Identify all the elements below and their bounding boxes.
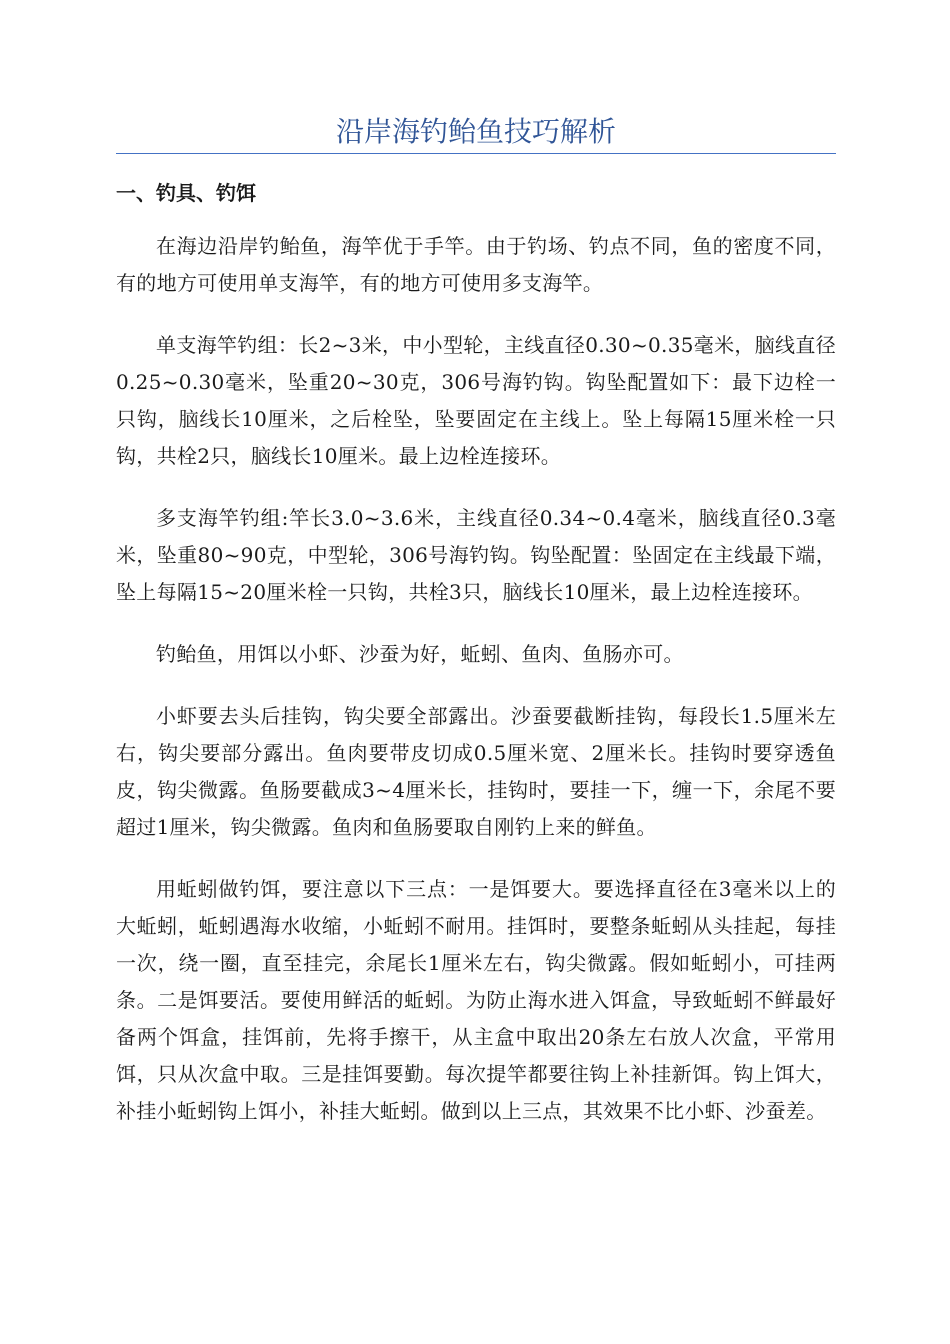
paragraph: 钓鲐鱼，用饵以小虾、沙蚕为好，蚯蚓、鱼肉、鱼肠亦可。: [156, 642, 684, 666]
document-body: [116, 228, 836, 1155]
paragraph: 单支海竿钓组：长2~3米，中小型轮，主线直径0.30~0.35毫米，脑线直径0.25~0.30毫米，坠重20~30克，306号海钓钩。钩坠配置如下：最下边栓一只钩，脑线长10厘米，之后栓坠，坠要固定在主线上。坠上每隔15厘米栓一只钩，共栓2只，脑线长10厘米。最上边栓连接环。: [116, 333, 836, 468]
paragraph: 小虾要去头后挂钩，钩尖要全部露出。沙蚕要截断挂钩，每段长1.5厘米左右，钩尖要部分露出。鱼肉要带皮切成0.5厘米宽、2厘米长。挂钩时要穿透鱼皮，钩尖微露。鱼肠要截成3~4厘米长，挂钩时，要挂一下，缠一下，余尾不要超过1厘米，钩尖微露。鱼肉和鱼肠要取自刚钓上来的鲜鱼。: [116, 704, 836, 839]
document-title: 沿岸海钓鲐鱼技巧解析: [335, 115, 616, 148]
section-heading: 一、钓具、钓饵: [116, 181, 256, 205]
paragraph: 多支海竿钓组:竿长3.0~3.6米，主线直径0.34~0.4毫米，脑线直径0.3毫米，坠重80~90克，中型轮，306号海钓钩。钩坠配置：坠固定在主线最下端，坠上每隔15~20厘米栓一只钩，共栓3只，脑线长10厘米，最上边栓连接环。: [116, 506, 836, 604]
title-underline: [116, 153, 836, 154]
paragraph: 用蚯蚓做钓饵，要注意以下三点：一是饵要大。要选择直径在3毫米以上的大蚯蚓，蚯蚓遇海水收缩，小蚯蚓不耐用。挂饵时，要整条蚯蚓从头挂起，每挂一次，绕一圈，直至挂完，余尾长1厘米左右，钩尖微露。假如蚯蚓小，可挂两条。二是饵要活。要使用鲜活的蚯蚓。为防止海水进入饵盒，导致蚯蚓不鲜最好备两个饵盒，挂饵前，先将手擦干，从主盒中取出20条左右放人次盒，平常用饵，只从次盒中取。三是挂饵要勤。每次提竿都要往钩上补挂新饵。钩上饵大，补挂小蚯蚓钩上饵小，补挂大蚯蚓。做到以上三点，其效果不比小虾、沙蚕差。: [116, 877, 836, 1123]
paragraph: 在海边沿岸钓鲐鱼，海竿优于手竿。由于钓场、钓点不同，鱼的密度不同，有的地方可使用单支海竿，有的地方可使用多支海竿。: [116, 234, 836, 295]
